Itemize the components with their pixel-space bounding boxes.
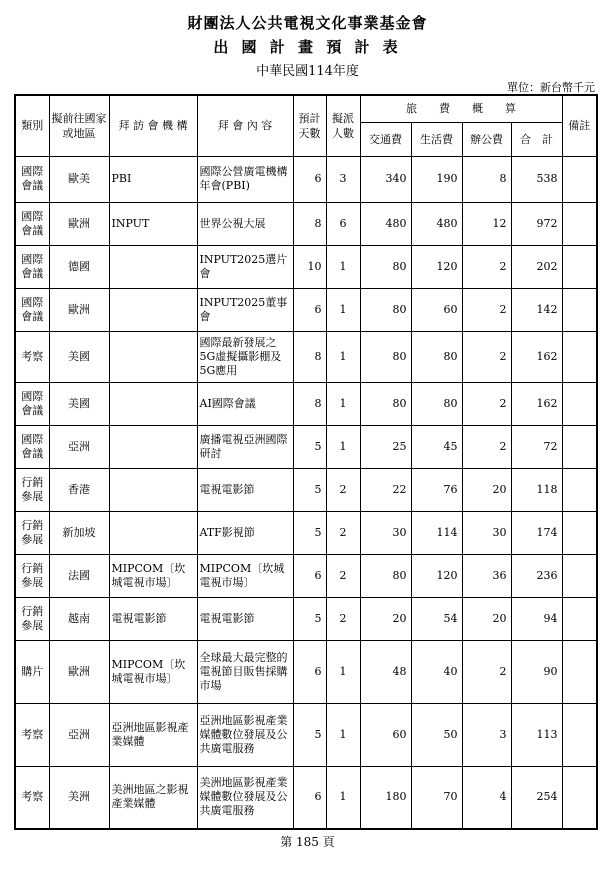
cell-living: 50 <box>411 703 462 766</box>
cell-content: 電視電影節 <box>197 468 293 511</box>
header-destination: 擬前往國家或地區 <box>49 95 109 156</box>
cell-transport: 340 <box>360 156 411 202</box>
cell-days: 10 <box>293 245 326 288</box>
cell-content: INPUT2025董事會 <box>197 288 293 331</box>
cell-remarks <box>562 511 597 554</box>
cell-remarks <box>562 640 597 703</box>
cell-office: 12 <box>462 202 511 245</box>
cell-living: 120 <box>411 554 462 597</box>
table-row <box>15 288 597 331</box>
cell-people: 2 <box>326 511 360 554</box>
cell-total: 162 <box>511 331 562 382</box>
cell-institution: 美洲地區之影視產業媒體 <box>109 766 197 829</box>
cell-transport: 80 <box>360 245 411 288</box>
cell-people: 2 <box>326 597 360 640</box>
cell-days: 8 <box>293 382 326 425</box>
cell-people: 1 <box>326 425 360 468</box>
cell-transport: 80 <box>360 382 411 425</box>
cell-office: 20 <box>462 597 511 640</box>
cell-destination: 法國 <box>49 554 109 597</box>
cell-living: 40 <box>411 640 462 703</box>
cell-days: 6 <box>293 766 326 829</box>
cell-destination: 新加坡 <box>49 511 109 554</box>
cell-remarks <box>562 382 597 425</box>
cell-remarks <box>562 468 597 511</box>
cell-days: 8 <box>293 331 326 382</box>
cell-living: 45 <box>411 425 462 468</box>
cell-living: 190 <box>411 156 462 202</box>
currency-unit: 單位：新台幣千元 <box>507 81 595 94</box>
cell-total: 118 <box>511 468 562 511</box>
cell-content: 國際公營廣電機構年會(PBI) <box>197 156 293 202</box>
cell-remarks <box>562 766 597 829</box>
cell-office: 2 <box>462 640 511 703</box>
cell-transport: 480 <box>360 202 411 245</box>
cell-living: 480 <box>411 202 462 245</box>
cell-total: 90 <box>511 640 562 703</box>
cell-destination: 歐洲 <box>49 288 109 331</box>
cell-days: 6 <box>293 554 326 597</box>
cell-total: 72 <box>511 425 562 468</box>
table-row <box>15 156 597 202</box>
cell-people: 1 <box>326 703 360 766</box>
cell-category: 國際會議 <box>15 156 49 202</box>
cell-office: 2 <box>462 245 511 288</box>
cell-total: 113 <box>511 703 562 766</box>
cell-remarks <box>562 597 597 640</box>
cell-total: 174 <box>511 511 562 554</box>
fiscal-year: 中華民國114年度 <box>256 64 359 79</box>
cell-living: 80 <box>411 382 462 425</box>
cell-content: 世界公視大展 <box>197 202 293 245</box>
header-people: 擬派人數 <box>326 95 360 156</box>
table-row <box>15 511 597 554</box>
cell-content: AI國際會議 <box>197 382 293 425</box>
cell-category: 購片 <box>15 640 49 703</box>
cell-office: 30 <box>462 511 511 554</box>
header-content: 拜 會 內 容 <box>197 95 293 156</box>
cell-people: 3 <box>326 156 360 202</box>
cell-institution: MIPCOM〔坎城電視市場〕 <box>109 640 197 703</box>
cell-destination: 美國 <box>49 382 109 425</box>
cell-living: 54 <box>411 597 462 640</box>
cell-institution: 電視電影節 <box>109 597 197 640</box>
cell-transport: 80 <box>360 288 411 331</box>
header-category: 類別 <box>15 95 49 156</box>
page-number: 第 185 頁 <box>280 835 335 849</box>
cell-days: 6 <box>293 640 326 703</box>
cell-category: 行銷參展 <box>15 597 49 640</box>
cell-destination: 香港 <box>49 468 109 511</box>
cell-people: 6 <box>326 202 360 245</box>
table-row <box>15 554 597 597</box>
cell-days: 6 <box>293 288 326 331</box>
document-title: 出 國 計 畫 預 計 表 <box>213 38 402 56</box>
cell-transport: 20 <box>360 597 411 640</box>
cell-destination: 亞洲 <box>49 703 109 766</box>
cell-days: 5 <box>293 703 326 766</box>
cell-category: 國際會議 <box>15 202 49 245</box>
cell-transport: 180 <box>360 766 411 829</box>
cell-living: 120 <box>411 245 462 288</box>
cell-days: 5 <box>293 597 326 640</box>
cell-transport: 80 <box>360 331 411 382</box>
cell-transport: 48 <box>360 640 411 703</box>
cell-living: 70 <box>411 766 462 829</box>
header-living: 生活費 <box>411 122 462 156</box>
header-remarks: 備註 <box>562 95 597 156</box>
cell-remarks <box>562 245 597 288</box>
cell-institution <box>109 245 197 288</box>
cell-days: 5 <box>293 468 326 511</box>
cell-total: 162 <box>511 382 562 425</box>
cell-destination: 歐洲 <box>49 202 109 245</box>
header-institution: 拜 訪 會 機 構 <box>109 95 197 156</box>
cell-remarks <box>562 288 597 331</box>
cell-people: 2 <box>326 468 360 511</box>
table-row <box>15 202 597 245</box>
cell-remarks <box>562 425 597 468</box>
cell-category: 考察 <box>15 766 49 829</box>
cell-transport: 22 <box>360 468 411 511</box>
cell-category: 國際會議 <box>15 382 49 425</box>
cell-total: 972 <box>511 202 562 245</box>
cell-institution: PBI <box>109 156 197 202</box>
cell-office: 8 <box>462 156 511 202</box>
cell-institution <box>109 425 197 468</box>
cell-living: 114 <box>411 511 462 554</box>
cell-remarks <box>562 554 597 597</box>
overseas-plan-table <box>14 94 598 830</box>
cell-total: 254 <box>511 766 562 829</box>
cell-content: 廣播電視亞洲國際研討 <box>197 425 293 468</box>
cell-institution <box>109 511 197 554</box>
cell-institution <box>109 331 197 382</box>
organization-name: 財團法人公共電視文化事業基金會 <box>187 14 428 32</box>
cell-destination: 歐美 <box>49 156 109 202</box>
cell-content: INPUT2025選片會 <box>197 245 293 288</box>
cell-institution <box>109 288 197 331</box>
cell-institution <box>109 468 197 511</box>
cell-category: 考察 <box>15 331 49 382</box>
header-office: 辦公費 <box>462 122 511 156</box>
cell-office: 2 <box>462 288 511 331</box>
header-total: 合 計 <box>511 122 562 156</box>
table-row <box>15 425 597 468</box>
cell-content: 美洲地區影視產業媒體數位發展及公共廣電服務 <box>197 766 293 829</box>
cell-living: 76 <box>411 468 462 511</box>
cell-people: 1 <box>326 288 360 331</box>
cell-remarks <box>562 156 597 202</box>
cell-total: 202 <box>511 245 562 288</box>
header-transport: 交通費 <box>360 122 411 156</box>
header-days: 預計天數 <box>293 95 326 156</box>
table-row <box>15 245 597 288</box>
cell-content: 亞洲地區影視產業媒體數位發展及公共廣電服務 <box>197 703 293 766</box>
cell-transport: 30 <box>360 511 411 554</box>
cell-category: 行銷參展 <box>15 468 49 511</box>
table-row <box>15 703 597 766</box>
cell-institution <box>109 382 197 425</box>
cell-transport: 80 <box>360 554 411 597</box>
cell-office: 2 <box>462 425 511 468</box>
cell-total: 236 <box>511 554 562 597</box>
cell-destination: 美洲 <box>49 766 109 829</box>
cell-office: 4 <box>462 766 511 829</box>
cell-category: 國際會議 <box>15 245 49 288</box>
cell-office: 2 <box>462 382 511 425</box>
cell-people: 1 <box>326 766 360 829</box>
cell-office: 2 <box>462 331 511 382</box>
table-row <box>15 597 597 640</box>
cell-people: 1 <box>326 331 360 382</box>
cell-days: 6 <box>293 156 326 202</box>
cell-people: 1 <box>326 245 360 288</box>
cell-transport: 60 <box>360 703 411 766</box>
cell-institution: MIPCOM〔坎城電視市場〕 <box>109 554 197 597</box>
cell-destination: 美國 <box>49 331 109 382</box>
cell-days: 5 <box>293 511 326 554</box>
cell-category: 國際會議 <box>15 425 49 468</box>
cell-category: 行銷參展 <box>15 511 49 554</box>
cell-remarks <box>562 202 597 245</box>
table-row <box>15 382 597 425</box>
cell-people: 2 <box>326 554 360 597</box>
cell-transport: 25 <box>360 425 411 468</box>
table-row <box>15 468 597 511</box>
cell-content: 全球最大最完整的電視節目販售採購市場 <box>197 640 293 703</box>
cell-office: 20 <box>462 468 511 511</box>
cell-destination: 亞洲 <box>49 425 109 468</box>
cell-destination: 越南 <box>49 597 109 640</box>
cell-office: 3 <box>462 703 511 766</box>
cell-living: 60 <box>411 288 462 331</box>
table-row <box>15 640 597 703</box>
cell-content: MIPCOM〔坎城電視市場〕 <box>197 554 293 597</box>
cell-total: 142 <box>511 288 562 331</box>
cell-people: 1 <box>326 382 360 425</box>
cell-institution: INPUT <box>109 202 197 245</box>
table-row <box>15 766 597 829</box>
cell-days: 5 <box>293 425 326 468</box>
cell-total: 94 <box>511 597 562 640</box>
cell-total: 538 <box>511 156 562 202</box>
cell-category: 考察 <box>15 703 49 766</box>
cell-destination: 歐洲 <box>49 640 109 703</box>
cell-living: 80 <box>411 331 462 382</box>
cell-remarks <box>562 331 597 382</box>
cell-category: 國際會議 <box>15 288 49 331</box>
table-row <box>15 331 597 382</box>
header-expenses-group: 旅 費 概 算 <box>360 95 562 122</box>
cell-content: 電視電影節 <box>197 597 293 640</box>
cell-people: 1 <box>326 640 360 703</box>
cell-destination: 德國 <box>49 245 109 288</box>
cell-content: 國際最新發展之5G虛擬攝影棚及5G應用 <box>197 331 293 382</box>
cell-content: ATF影視節 <box>197 511 293 554</box>
cell-days: 8 <box>293 202 326 245</box>
cell-office: 36 <box>462 554 511 597</box>
cell-institution: 亞洲地區影視產業媒體 <box>109 703 197 766</box>
cell-remarks <box>562 703 597 766</box>
cell-category: 行銷參展 <box>15 554 49 597</box>
